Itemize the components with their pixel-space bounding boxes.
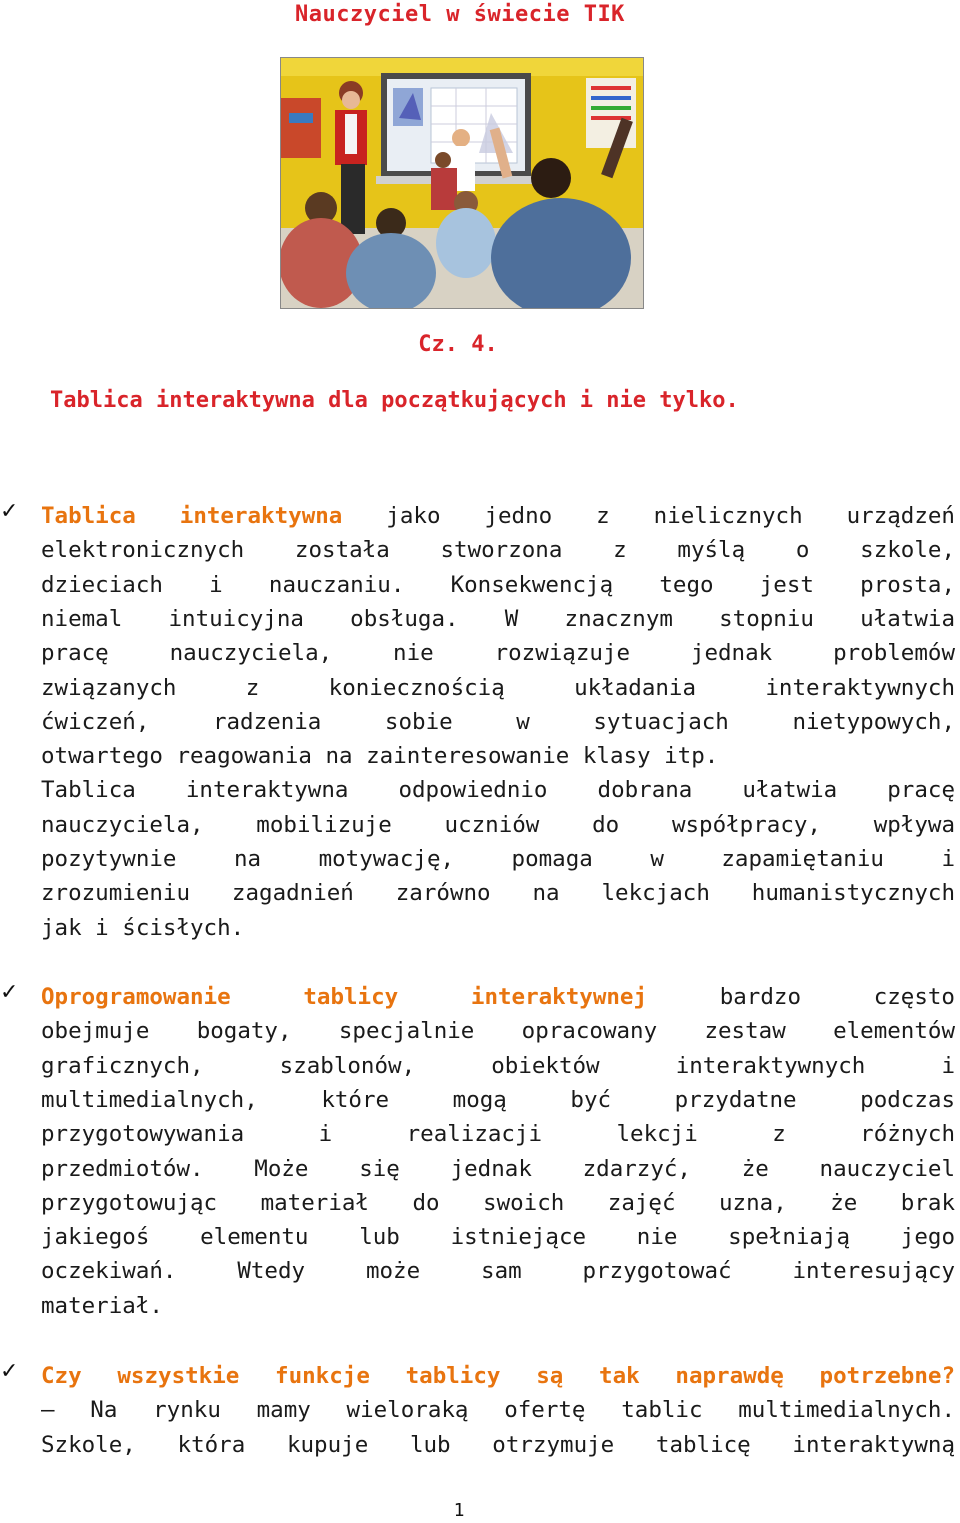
classroom-photo	[280, 57, 644, 309]
text-line: nauczyciela, mobilizuje uczniów do współpracy, wpływa	[41, 811, 955, 838]
checkmark-icon: ✓	[0, 980, 19, 1005]
section-text: bardzo często	[647, 984, 955, 1010]
text-line: elektronicznych została stworzona z myślą o szkole,	[41, 537, 955, 564]
section-first-line	[41, 1359, 955, 1393]
text-line: graficznych, szablonów, obiektów interaktywnych i	[41, 1052, 955, 1079]
text-line: dzieciach i nauczaniu. Konsekwencją tego jest prosta,	[41, 571, 955, 598]
section-highlight: Oprogramowanie tablicy interaktywnej	[41, 984, 647, 1010]
document-title: Nauczyciel w świecie TIK	[295, 2, 625, 27]
checkmark-icon: ✓	[0, 1359, 19, 1384]
section-highlight: Tablica interaktywna	[41, 503, 343, 529]
part-label: Cz. 4.	[418, 332, 498, 357]
section-first-line	[41, 980, 955, 1014]
text-line: pracę nauczyciela, nie rozwiązuje jednak problemów	[41, 640, 955, 667]
text-line: związanych z koniecznością układania interaktywnych	[41, 674, 955, 701]
text-line: przygotowując materiał do swoich zajęć uzna, że brak	[41, 1189, 955, 1216]
text-line: materiał.	[41, 1292, 163, 1319]
text-line: otwartego reagowania na zainteresowanie klasy itp.	[41, 743, 719, 770]
text-line: Szkole, która kupuje lub otrzymuje tablicę interaktywną	[41, 1431, 955, 1458]
text-line: Tablica interaktywna odpowiednio dobrana ułatwia pracę	[41, 777, 955, 804]
subtitle: Tablica interaktywna dla początkujących i nie tylko.	[50, 388, 739, 413]
section-first-line	[41, 499, 955, 533]
classroom-illustration	[281, 58, 643, 308]
section-text: jako jedno z nielicznych urządzeń	[342, 503, 955, 529]
text-line: oczekiwań. Wtedy może sam przygotować interesujący	[41, 1258, 955, 1285]
section-highlight: Czy wszystkie funkcje tablicy są tak naprawdę potrzebne?	[41, 1363, 955, 1389]
text-line: zrozumieniu zagadnień zarówno na lekcjach humanistycznych	[41, 880, 955, 907]
text-line: niemal intuicyjna obsługa. W znacznym stopniu ułatwia	[41, 605, 955, 632]
text-line: przedmiotów. Może się jednak zdarzyć, że nauczyciel	[41, 1155, 955, 1182]
text-line: przygotowywania i realizacji lekcji z różnych	[41, 1121, 955, 1148]
text-line: – Na rynku mamy wieloraką ofertę tablic multimedialnych.	[41, 1397, 955, 1424]
text-line: multimedialnych, które mogą być przydatne podczas	[41, 1086, 955, 1113]
text-line: obejmuje bogaty, specjalnie opracowany zestaw elementów	[41, 1018, 955, 1045]
text-line: jakiegoś elementu lub istniejące nie spełniają jego	[41, 1224, 955, 1251]
page-number: 1	[453, 1500, 465, 1521]
text-line: pozytywnie na motywację, pomaga w zapamiętaniu i	[41, 846, 955, 872]
checkmark-icon: ✓	[0, 499, 19, 524]
text-line: jak i ścisłych.	[41, 914, 245, 941]
text-line: ćwiczeń, radzenia sobie w sytuacjach nietypowych,	[41, 708, 955, 735]
